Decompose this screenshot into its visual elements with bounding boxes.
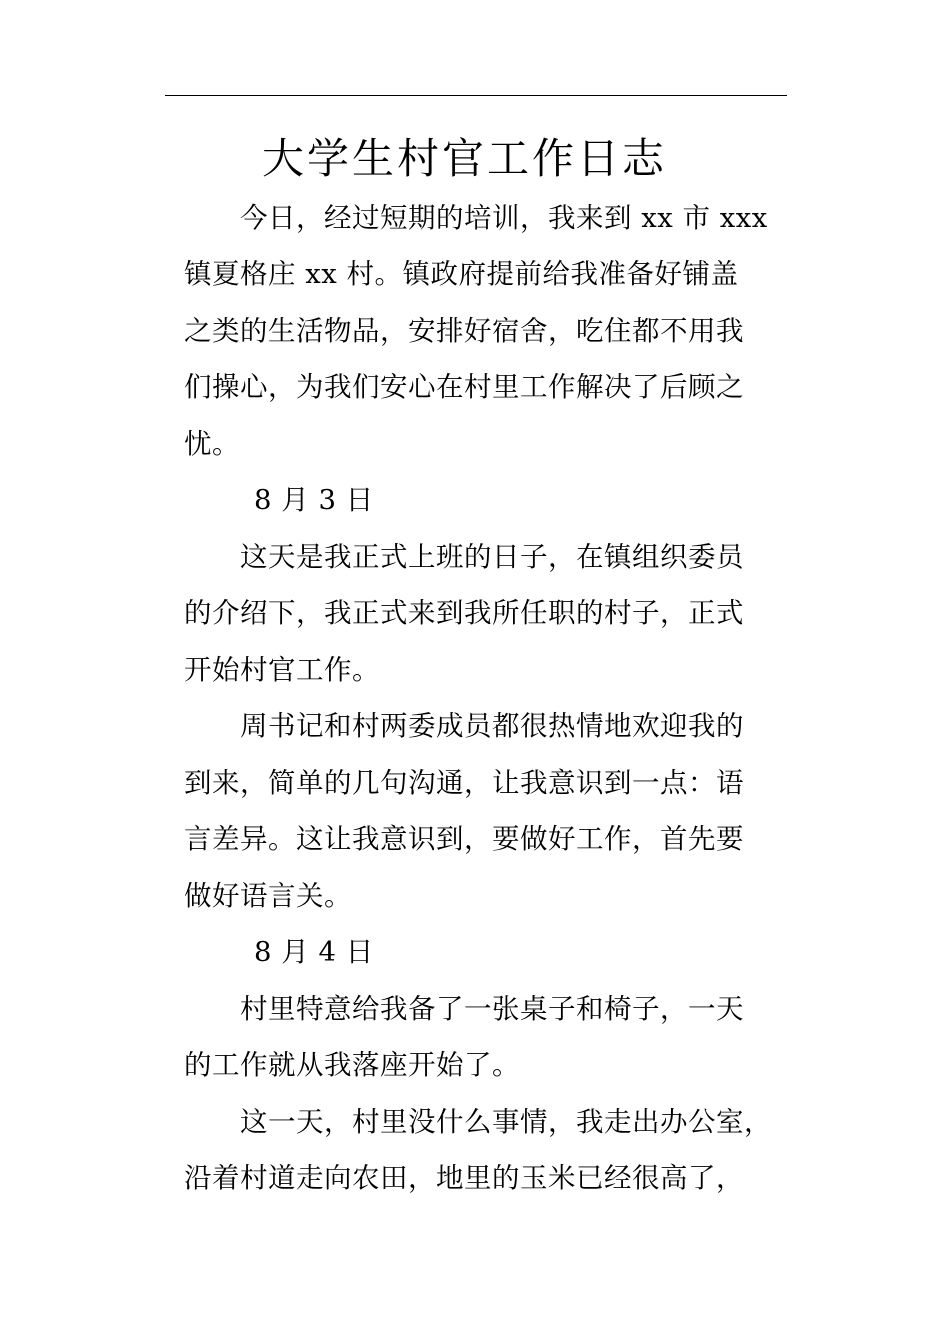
paragraph-line: 忧。 [184,428,240,460]
paragraph-line: 沿着村道走向农田，地里的玉米已经很高了， [184,1162,744,1194]
date-heading: 8 月 3 日 [254,484,374,516]
paragraph-line: 村里特意给我备了一张桌子和椅子，一天 [240,993,744,1025]
paragraph-line: 言差异。这让我意识到，要做好工作，首先要 [184,823,744,855]
paragraph-line: 之类的生活物品，安排好宿舍，吃住都不用我 [184,315,744,347]
paragraph-line: 这天是我正式上班的日子，在镇组织委员 [240,541,744,573]
paragraph-line: 做好语言关。 [184,880,352,912]
paragraph-line: 到来，简单的几句沟通，让我意识到一点：语 [184,767,744,799]
paragraph-line: 们操心，为我们安心在村里工作解决了后顾之 [184,371,744,403]
paragraph-line: 的工作就从我落座开始了。 [184,1049,520,1081]
date-heading: 8 月 4 日 [254,936,374,968]
paragraph-line: 开始村官工作。 [184,654,380,686]
page-title: 大学生村官工作日志 [262,134,668,183]
paragraph-line: 今日，经过短期的培训，我来到 xx 市 xxx [240,202,768,234]
header-rule [165,95,787,96]
paragraph-line: 周书记和村两委成员都很热情地欢迎我的 [240,710,744,742]
paragraph-line: 的介绍下，我正式来到我所任职的村子，正式 [184,597,744,629]
paragraph-line: 镇夏格庄 xx 村。镇政府提前给我准备好铺盖 [184,258,739,290]
paragraph-line: 这一天，村里没什么事情，我走出办公室， [240,1106,772,1138]
